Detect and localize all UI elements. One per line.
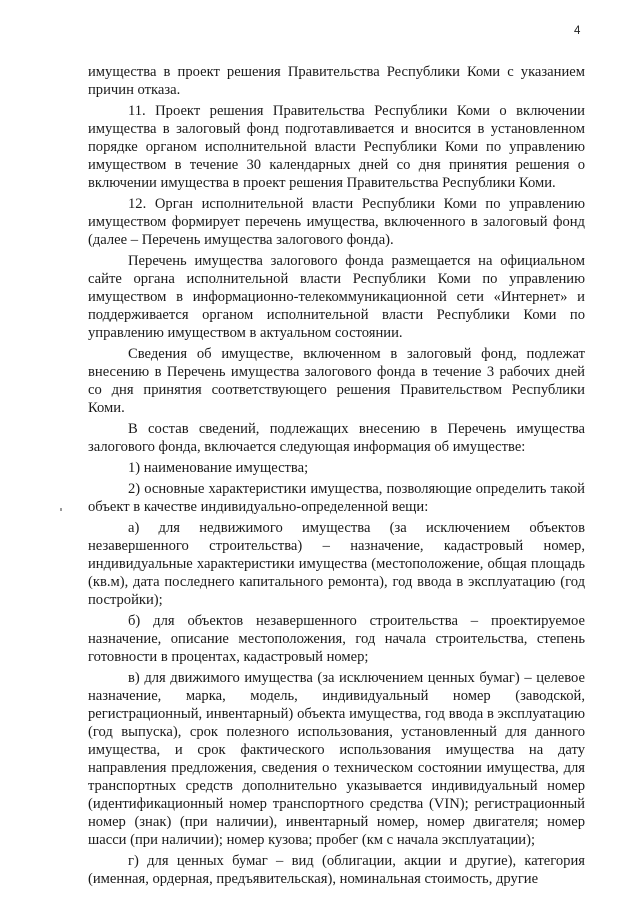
paragraph: Сведения об имуществе, включенном в залоговый фонд, подлежат внесению в Перечень имущества залогового фонда в течение 3 рабочих дней со дня принятия соответствующего решения Правительством Республики Коми.	[88, 346, 585, 416]
paragraph: 2) основные характеристики имущества, позволяющие определить такой объект в качестве индивидуально-определенной вещи:	[88, 481, 585, 515]
paragraph: имущества в проект решения Правительства Республики Коми с указанием причин отказа.	[88, 64, 585, 98]
paragraph: 11. Проект решения Правительства Республики Коми о включении имущества в залоговый фонд подготавливается и вносится в установленном порядке органом исполнительной власти Республики Коми по управлению имуществом в течение 30 календарных дней со дня принятия решения о включении имущества в проект решения Правительства Республики Коми.	[88, 103, 585, 191]
paragraph: Перечень имущества залогового фонда размещается на официальном сайте органа исполнительной власти Республики Коми по управлению имуществом в информационно-телекоммуникационной сети «Интернет» и поддерживается органом исполнительной власти Республики Коми по управлению имуществом в актуальном состоянии.	[88, 253, 585, 341]
paragraph: 1) наименование имущества;	[128, 460, 309, 476]
paragraph: а) для недвижимого имущества (за исключением объектов незавершенного строительства) – назначение, кадастровый номер, индивидуальные характеристики имущества (местоположение, общая площадь (кв.м), дата последнего капитального ремонта), год ввода в эксплуатацию (год постройки);	[88, 520, 585, 608]
document-body	[88, 63, 585, 888]
page-number: 4	[574, 25, 581, 37]
paragraph: В состав сведений, подлежащих внесению в Перечень имущества залогового фонда, включается следующая информация об имуществе:	[88, 421, 585, 455]
paragraph: г) для ценных бумаг – вид (облигации, акции и другие), категория (именная, ордерная, предъявительская), номинальная стоимость, другие	[88, 853, 585, 887]
paragraph: в) для движимого имущества (за исключением ценных бумаг) – целевое назначение, марка, модель, индивидуальный номер (заводской, регистрационный, инвентарный) объекта имущества, год ввода в эксплуатацию (год выпуска), срок полезного использования, установленный для данного имущества, и срок фактического использования имущества на дату направления предложения, сведения о техническом состоянии имущества, для транспортных средств дополнительно указывается индивидуальный номер (идентификационный номер транспортного средства (VIN); регистрационный номер (знак) (при наличии), инвентарный номер, номер двигателя; номер шасси (при наличии); номер кузова; пробег (км с начала эксплуатации);	[88, 670, 585, 848]
paragraph: б) для объектов незавершенного строительства – проектируемое назначение, описание местоположения, год начала строительства, степень готовности в процентах, кадастровый номер;	[88, 613, 585, 665]
paragraph: 12. Орган исполнительной власти Республики Коми по управлению имуществом формирует перечень имущества, включенного в залоговый фонд (далее – Перечень имущества залогового фонда).	[88, 196, 585, 248]
margin-mark	[60, 508, 62, 511]
